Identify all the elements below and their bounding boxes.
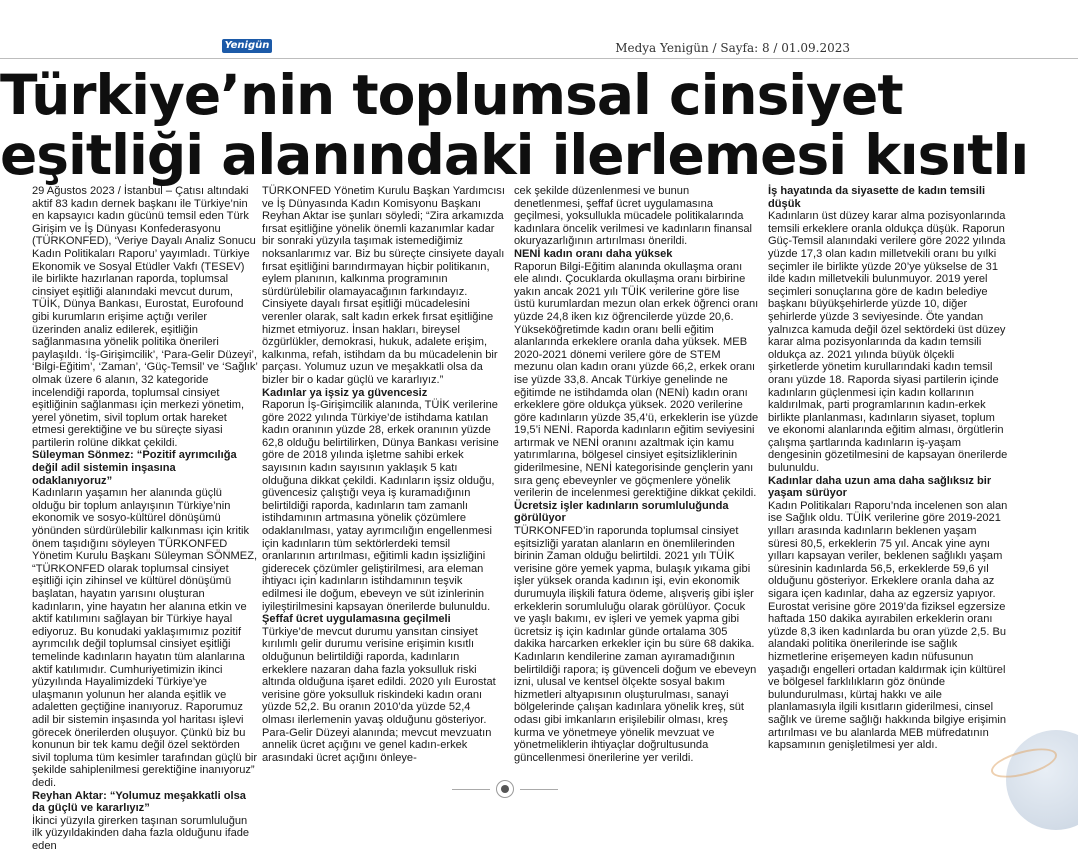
page-header: [0, 0, 1078, 60]
subheading: Reyhan Aktar: “Yolumuz meşakkatli olsa da güçlü ve kararlıyız”: [32, 789, 246, 815]
subheading: Ücretsiz işler kadınların sorumluluğunda görülüyor: [514, 499, 729, 525]
footer-line-right: [520, 789, 558, 790]
paragraph: cek şekilde düzenlenmesi ve bunun denetlenmesi, şeffaf ücret uygulamasına geçilmesi, yoksullukla mücadele politikalarında kadınlara öncelik verilmesi ve kadınların finansal okuryazarlığının artırılması önerildi.: [514, 185, 753, 248]
paragraph: Kadınların üst düzey karar alma pozisyonlarında temsili erkeklere oranla oldukça düşük. Raporun Güç-Temsil alanındaki verilere göre 2022 yılında yüzde 17,3 olan kadın milletvekili oranı bu yılki seçimler ile birlikte yüzde 20’ye yükselse de 31 ilde kadın milletvekili bulunmuyor. 2019 yerel seçimleri sonuçlarına göre de kadın belediye başkanı büyükşehirlerde yüzde 10, diğer şehirlerde yüzde 3 seviyesinde. Öte yandan yalnızca kamuda değil özel sektördeki üst düzey karar alma pozisyonlarında da kadın temsili oldukça az. 2021 yılında büyük ölçekli şirketlerde yönetim kurullarındaki kadın temsil oranı yüzde 18. Raporda siyasi partilerin içinde kadınların güçlenmesi için kadın kollarının kaldırılmak, parti programlarının kadın-erkek birlikte planlanması, kadınların siyaset, toplum ve ekonomi alanlarında eğitim alması, örgütlerin çalışma şartlarında kadınların iş-yaşam dengesinin gözetilmesini de kapsayan önerilerde bulunuldu.: [768, 210, 1008, 475]
subheading: Süleyman Sönmez: “Pozitif ayrımcılığa değil adil sistemin inşasına odaklanıyoruz”: [32, 449, 237, 487]
circle-target-icon: [496, 780, 514, 798]
headline-line-2: eşitliği alanındaki ilerlemesi kısıtlı: [0, 123, 1029, 187]
paragraph: 29 Ağustos 2023 / İstanbul – Çatısı altındaki aktif 83 kadın dernek başkanı ile Türkiye’nin en kapsayıcı kadın gücünü temsil eden Türk Girişim ve İş Dünyası Konfederasyonu (TÜRKONFED), ‘Veriye Dayalı Analiz Sonucu Kadın Politikaları Raporu’ yayımladı. Türkiye Ekonomik ve Sosyal Etüdler Vakfı (TESEV) ile birlikte hazırlanan raporda, toplumsal cinsiyet eşitliği alanındaki mevcut durum, TÜİK, Dünya Bankası, Eurostat, Eurofound gibi kurumların erişime açtığı veriler üzerinden analiz edilerek, eşitliğin sağlanmasına yönelik politika önerileri paylaşıldı. ‘İş-Girişimcilik’, ‘Para-Gelir Düzeyi’, ‘Bilgi-Eğitim’, ‘Zaman’, ‘Güç-Temsil’ ve ‘Sağlık’ olmak üzere 6 alanın, 32 kategoride incelendiği raporda, toplumsal cinsiyet eşitliğinin sağlanması için merkezi yönetim, yerel yönetim, sivil toplum ortak hareket etmesi gerektiğine ve bu süreçte siyasi partilerin rolüne dikkat çekildi.: [32, 185, 258, 449]
page-meta: Medya Yenigün / Sayfa: 8 / 01.09.2023: [615, 41, 850, 55]
globe-icon: [1006, 730, 1078, 830]
footer-line-left: [452, 789, 490, 790]
headline-line-1: Türkiye’nin toplumsal cinsiyet: [0, 63, 903, 127]
paragraph: Raporun Bilgi-Eğitim alanında okullaşma oranı ele alındı. Çocuklarda okullaşma oranı birbirine yakın ancak 2021 yılı TÜİK verilerine göre lise üstü kurumlardan mezun olan erkek öğrenci oranı yüzde 24,8 iken kız öğrencilerde yüzde 20,6. Yükseköğretimde kadın oranı belli eğitim alanlarında erkeklere oranla daha yüksek. MEB 2020-2021 dönemi verilere göre de STEM mezunu olan kadın oranı yüzde 66,2, erkek oranı ise yüzde 33,8. Ancak Türkiye genelinde ne eğitimde ne istihdamda olan (NENİ) kadın oranı erkeklere göre oldukça yüksek. 2020 verilerine göre kadınların yüzde 35,4’ü, erkeklerin ise yüzde 19,5’i NENİ. Raporda kadınların eğitim seviyesini artırmak ve NENİ oranını azaltmak için kamu yatırımlarına, bölgesel cinsiyet eşitsizliklerinin giderilmesine, NENİ kategorisinde gençlerin yanı sıra genç ebeveynler ve göçmenlere yönelik verilerin de incelenmesi gerektiğine dikkat çekildi.: [514, 260, 759, 500]
subheading: Kadınlar ya işsiz ya güvencesiz: [262, 386, 428, 399]
column-3: [514, 185, 759, 764]
subheading: İş hayatında da siyasette de kadın temsili düşük: [768, 185, 986, 210]
column-4: [768, 185, 1008, 752]
subheading: NENİ kadın oranı daha yüksek: [514, 247, 673, 260]
column-1: [32, 185, 258, 852]
newspaper-logo: Yenigün: [222, 39, 272, 53]
column-2: [262, 185, 506, 764]
subheading: Şeffaf ücret uygulamasına geçilmeli: [262, 613, 451, 626]
paragraph: TÜRKONFED’in raporunda toplumsal cinsiyet eşitsizliği yaratan alanların en önemlilerinden birinin Zaman olduğu belirtildi. 2021 yılı TÜİK verisine göre yemek yapma, bulaşık yıkama gibi işler yüksek oranda kadının işi, evin ekonomik durumuyla ilişkili fatura ödeme, alışveriş gibi işler erkeklerin sorumluluğu olarak görülüyor. Çocuk ve yaşlı bakımı, ev işleri ve yemek yapma gibi ücretsiz iş için kadınlar günde ortalama 305 dakika harcarken erkekler için bu süre 68 dakika. Kadınların kendilerine zaman ayıramadığının belirtildiği rapora; iş güvenceli doğum ve ebeveyn izni, ulusal ve kentsel ölçekte sosyal bakım hizmetleri altyapısının oluşturulması, sanayi bölgelerinde çalışan kadınlara yönelik kreş, süt odası gibi imkanların erişilebilir olması, kreş kurma ve yönetmeye yönelik mevzuat ve yönetmeliklerin ihtiyaçlar doğrultusunda güncellenmesi önerilerine yer verildi.: [514, 525, 757, 764]
paragraph: Türkiye’de mevcut durumu yansıtan cinsiyet kırılımlı gelir durumu verisine erişimin kısıtlı olduğunun belirtildiği raporda, kadınların erkeklere nazaran daha fazla yoksulluk riski altında olduğuna işaret edildi. 2020 yılı Eurostat verisine göre yoksulluk riskindeki kadın oranı yüzde 52,2. Bu oranın 2010’da yüzde 52,4 olması ilerlemenin yavaş olduğunu gösteriyor. Para-Gelir Düzeyi alanında; mevcut mevzuatın annelik ücret açığını ve genel kadın-erkek arasındaki ücret açığını önleye-: [262, 625, 496, 764]
paragraph: Raporun İş-Girişimcilik alanında, TÜİK verilerine göre 2022 yılında Türkiye’de istihdama katılan kadın oranının yüzde 28, erkek oranının yüzde 62,8 olduğu belirtilirken, Dünya Bankası verisine göre de 2018 yılında işletme sahibi erkek sayısının kadın sayısının yaklaşık 5 katı olduğuna dikkat çekildi. Kadınların işsiz olduğu, güvencesiz çalıştığı veya iş kuramadığının belirtildiği raporda, kadınların tam zamanlı istihdamının artmasına yönelik çözümlere odaklanılması, yatay ayrımcılığın engellenmesi için kadınların tüm sektörlerdeki temsil oranlarının artırılması, eğitimli kadın işsizliğini giderecek çözümler geliştirilmesi, ara eleman ihtiyacı için kadınların istihdamının teşvik edilmesi ile doğum, ebeveyn ve süt izinlerinin iyileştirilmesini kapsayan önerilerde bulunuldu.: [262, 399, 499, 613]
subheading: Kadınlar daha uzun ama daha sağlıksız bir yaşam sürüyor: [768, 474, 992, 500]
paragraph: TÜRKONFED Yönetim Kurulu Başkan Yardımcısı ve İş Dünyasında Kadın Komisyonu Başkanı Reyhan Aktar ise şunları söyledi; “Zira arkamızda fırsat eşitliğine yönelik önemli kazanımlar kadar bir sonraki yüzyıla taşımak istemediğimiz noksanlarımız var. Biz bu süreçte cinsiyete dayalı fırsat eşitliğini barındırmayan hiçbir politikanın, eylem planının, kalkınma programının sürdürülebilir olamayacağının farkındayız. Cinsiyete dayalı fırsat eşitliği mücadelesini verenler olarak, salt kadın erkek fırsat eşitliğine hizmet etmiyoruz. İnsan hakları, bireysel özgürlükler, demokrasi, hukuk, adalete erişim, kalkınma, refah, istihdam da bu mücadelenin bir parçası. Yolumuz uzun ve meşakkatli olsa da bizler bir o kadar güçlü ve kararlıyız.”: [262, 185, 505, 386]
paragraph: Kadın Politikaları Raporu’nda incelenen son alan ise Sağlık oldu. TÜİK verilerine göre 2019-2021 yılları arasında kadınların beklenen yaşam süresi 80,5, erkeklerin 75 yıl. Ancak yine aynı yılları kapsayan veriler, beklenen sağlıklı yaşam süresinin kadınlarda 56,5, erkeklerde 59,6 yıl olduğunu gösteriyor. Erkeklere oranla daha az sigara içen kadınlar, daha az egzersiz yapıyor. Eurostat verisine göre 2019’da fiziksel egzersize haftada 150 dakika ayırabilen erkeklerin oranı yüzde 8,3 iken kadınlarda bu oran yüzde 2,5. Bu alandaki politika önerilerinde ise sağlık hizmetlerine erişemeyen kadın nüfusunun yaşadığı engelleri ortadan kaldırmak için kültürel ve bölgesel farklılıkların göz önünde bulundurulması, kürtaj hakkı ve aile planlamasıyla ilgili kısıtların giderilmesi, cinsel sağlık ve üreme sağlığı hakkında bilgiye erişimin artırılması ve bu alanlarda MEB müfredatının kapsamının genişletilmesi yer aldı.: [768, 499, 1008, 752]
paragraph: İkinci yüzyıla girerken taşınan sorumluluğun ilk yüzyıldakinden daha fazla olduğunu ifade eden: [32, 814, 250, 852]
header-divider: [0, 58, 1078, 59]
paragraph: Kadınların yaşamın her alanında güçlü olduğu bir toplum anlayışının Türkiye’nin ekonomik ve sosyo-kültürel dönüşümü yönünden sürdürülebilir kalkınması için kritik önem taşıdığını söyleyen TÜRKONFED Yönetim Kurulu Başkanı Süleyman SÖNMEZ, “TÜRKONFED olarak toplumsal cinsiyet eşitliği için zihinsel ve kültürel dönüşümü başlatan, hayatın yarısını oluşturan kadınların, yine hayatın her alanına etkin ve aktif katılımını sağlayan bir Türkiye hayal ediyoruz. Bu konudaki yaklaşımımız pozitif ayrımcılık değil toplumsal cinsiyet eşitliği temelinde kadınların hayatın tüm alanlarına aktif katılımıdır. Cumhuriyetimizin ikinci yüzyılında Hayalimizdeki Türkiye’ye ulaşmanın yolunun her alanda eşitlik ve adaletten geçtiğine inanıyoruz. Raporumuz adil bir sistemin inşasında yol haritası işlevi görecek önerilerden oluşuyor. Çünkü biz bu konunun bir tek kamu değil özel sektörden sivil topluma tüm kesimler tarafından güçlü bir şekilde sahiplenilmesi gerektiğine inanıyoruz” dedi.: [32, 487, 258, 789]
